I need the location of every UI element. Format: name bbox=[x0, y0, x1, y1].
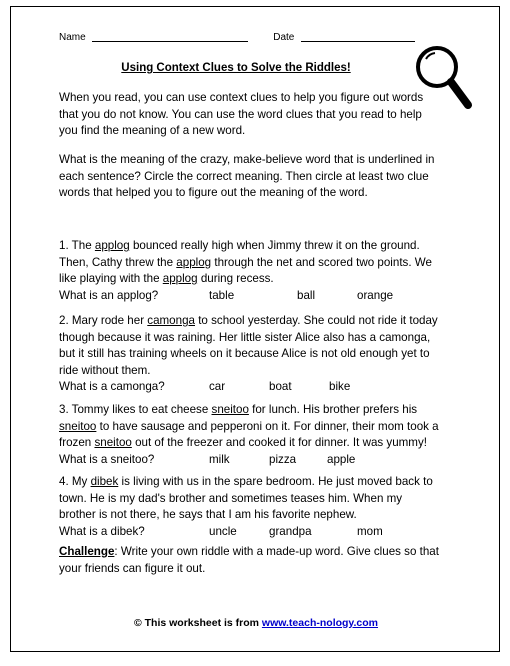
riddle-text: through the net and scored two points. We bbox=[211, 255, 432, 269]
question: What is a sneitoo? bbox=[59, 452, 155, 466]
riddle-text: out of the freezer and cooked it for dinner. It was yummy! bbox=[131, 436, 427, 449]
question-row bbox=[59, 379, 459, 396]
riddle-text: like playing with the bbox=[59, 272, 163, 285]
date-field[interactable] bbox=[301, 41, 415, 42]
instructions-paragraph bbox=[59, 152, 459, 202]
riddle-text: brother is not there, he says that I am his favorite nephew. bbox=[59, 508, 357, 521]
riddle-text: is living with us in the spare bedroom. He just moved back to bbox=[118, 475, 433, 488]
riddle-text: 4. My bbox=[59, 475, 91, 488]
riddle-text: to have sausage and pepperoni on it. For dinner, their mom took a bbox=[96, 419, 439, 433]
riddle-text: but it still has training wheels on it because Alice is not old enough yet to bbox=[59, 347, 430, 360]
riddle-text: ride without them. bbox=[59, 363, 151, 377]
answer-choice[interactable]: grandpa bbox=[269, 524, 312, 538]
riddle-text: for lunch. His brother prefers his bbox=[248, 403, 418, 416]
answer-choice[interactable]: car bbox=[209, 380, 226, 393]
intro-line: When you read, you can use context clues to help you figure out words bbox=[59, 91, 424, 104]
footer-link[interactable]: www.teach-nology.com bbox=[261, 617, 379, 629]
riddle-text: Then, Cathy threw the bbox=[59, 255, 177, 269]
riddle-text: though because it was raining. Her little sister Alice also has a camonga, bbox=[59, 330, 431, 344]
answer-choice[interactable]: bike bbox=[329, 380, 351, 393]
intro-line: you find the meaning of a new word. bbox=[59, 124, 246, 137]
date-label: Date bbox=[273, 32, 295, 43]
answer-choice[interactable]: uncle bbox=[209, 524, 237, 538]
riddle-3 bbox=[59, 402, 459, 468]
question: What is an applog? bbox=[59, 288, 159, 302]
name-label: Name bbox=[59, 32, 86, 43]
question: What is a dibek? bbox=[59, 524, 145, 538]
intro-paragraph bbox=[59, 90, 459, 140]
made-up-word: sneitoo bbox=[211, 403, 249, 416]
challenge-text: : Write your own riddle with a made-up word. Give clues so that bbox=[114, 545, 439, 558]
question-row bbox=[59, 288, 459, 305]
riddle-text: town. He is my dad's brother and sometimes teases him. When my bbox=[59, 491, 403, 505]
made-up-word: dibek bbox=[90, 475, 119, 488]
question: What is a camonga? bbox=[59, 380, 165, 393]
answer-choice[interactable]: apple bbox=[327, 452, 356, 466]
answer-choice[interactable]: mom bbox=[357, 524, 383, 538]
answer-choice[interactable]: table bbox=[209, 288, 235, 302]
instructions-line: words that helped you to figure out the meaning of the word. bbox=[59, 186, 368, 199]
answer-choice[interactable]: boat bbox=[269, 380, 292, 393]
made-up-word: sneitoo bbox=[94, 436, 132, 449]
answer-choice[interactable]: orange bbox=[357, 288, 394, 302]
riddle-text: frozen bbox=[59, 436, 95, 449]
challenge-paragraph bbox=[59, 544, 459, 577]
riddle-text: to school yesterday. She could not ride it today bbox=[194, 314, 438, 327]
riddle-text: 2. Mary rode her bbox=[59, 314, 148, 327]
made-up-word: applog bbox=[94, 239, 130, 252]
worksheet-title: Using Context Clues to Solve the Riddles! bbox=[121, 62, 351, 74]
worksheet-page bbox=[10, 6, 500, 652]
answer-choice[interactable]: ball bbox=[297, 288, 316, 302]
challenge-label: Challenge bbox=[59, 545, 115, 558]
made-up-word: sneitoo bbox=[59, 419, 97, 433]
challenge-text: your friends can figure it out. bbox=[59, 561, 206, 575]
riddle-text: during recess. bbox=[197, 272, 274, 285]
riddle-2 bbox=[59, 313, 459, 396]
riddle-4 bbox=[59, 474, 459, 540]
footer bbox=[11, 617, 501, 629]
riddle-text: bounced really high when Jimmy threw it on the ground. bbox=[129, 239, 420, 252]
made-up-word: camonga bbox=[147, 314, 195, 327]
name-field[interactable] bbox=[92, 41, 248, 42]
riddle-text: 1. The bbox=[59, 239, 95, 252]
riddle-1 bbox=[59, 238, 459, 304]
answer-choice[interactable]: pizza bbox=[269, 452, 297, 466]
question-row bbox=[59, 452, 459, 469]
answer-choice[interactable]: milk bbox=[209, 452, 230, 466]
riddle-text: 3. Tommy likes to eat cheese bbox=[59, 403, 212, 416]
instructions-line: each sentence? Circle the correct meaning. Then circle at least two clue bbox=[59, 169, 429, 183]
name-date-header bbox=[59, 32, 415, 43]
made-up-word: applog bbox=[176, 255, 212, 269]
instructions-line: What is the meaning of the crazy, make-believe word that is underlined in bbox=[59, 153, 435, 166]
made-up-word: applog bbox=[162, 272, 198, 285]
footer-text: © This worksheet is from bbox=[133, 617, 262, 629]
question-row bbox=[59, 524, 459, 541]
intro-line: that you do not know. You can use the word clues that you read to help bbox=[59, 107, 422, 121]
